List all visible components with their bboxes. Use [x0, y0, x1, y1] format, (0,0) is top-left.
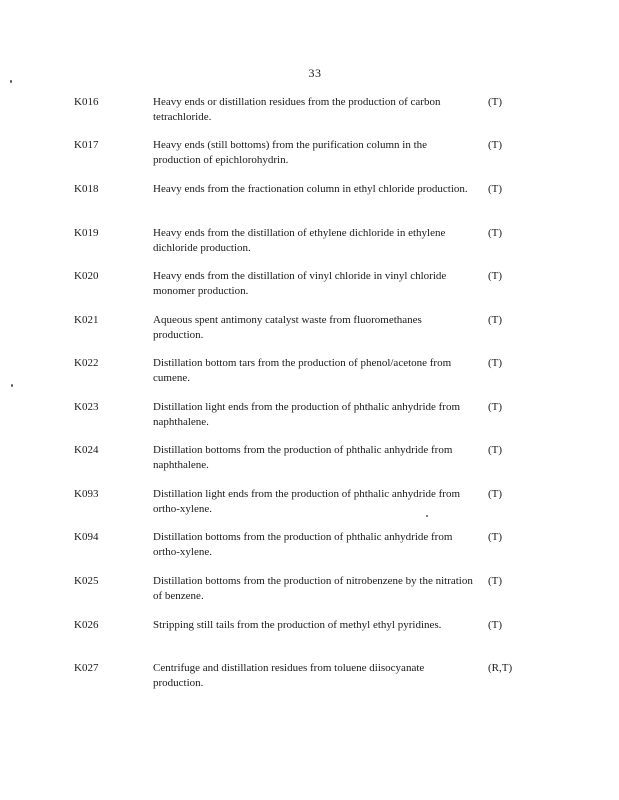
hazard-code: (T) [488, 444, 503, 456]
waste-description: Distillation bottom tars from the production of phenol/acetone from cumene. [153, 357, 452, 384]
waste-code: K020 [74, 270, 99, 282]
waste-entry [0, 269, 619, 309]
waste-description: Distillation light ends from the production of phthalic anhydride from naphthalene. [153, 401, 461, 428]
waste-code: K093 [74, 488, 99, 500]
waste-description: Heavy ends from the distillation of vinyl chloride in vinyl chloride monomer production. [153, 270, 447, 297]
waste-entry [0, 443, 619, 483]
waste-entry [0, 400, 619, 440]
waste-description: Distillation light ends from the production of phthalic anhydride from ortho-xylene. [153, 488, 461, 515]
waste-code: K094 [74, 531, 99, 543]
waste-code: K017 [74, 139, 99, 151]
waste-description: Heavy ends (still bottoms) from the purification column in the production of epichlorohydrin. [153, 139, 428, 166]
waste-description: Distillation bottoms from the production of phthalic anhydride from ortho-xylene. [153, 531, 453, 558]
hazard-code: (T) [488, 183, 503, 195]
waste-code: K024 [74, 444, 99, 456]
waste-entry [0, 618, 619, 658]
waste-description: Stripping still tails from the production of methyl ethyl pyridines. [153, 619, 442, 631]
waste-code: K025 [74, 575, 99, 587]
waste-entry [0, 530, 619, 570]
waste-description: Heavy ends from the fractionation column in ethyl chloride production. [153, 183, 468, 195]
hazard-code: (T) [488, 575, 503, 587]
waste-entry [0, 138, 619, 178]
waste-code: K021 [74, 314, 99, 326]
waste-code: K016 [74, 96, 99, 108]
hazard-code: (T) [488, 270, 503, 282]
hazard-code: (T) [488, 357, 503, 369]
hazard-code: (R,T) [488, 662, 513, 674]
waste-entry [0, 95, 619, 135]
waste-code: K022 [74, 357, 99, 369]
waste-code: K019 [74, 227, 99, 239]
waste-entry [0, 313, 619, 353]
waste-code: K023 [74, 401, 99, 413]
waste-entry [0, 356, 619, 396]
hazard-code: (T) [488, 227, 503, 239]
hazard-code: (T) [488, 314, 503, 326]
scan-speck-top-left [10, 80, 12, 83]
hazard-code: (T) [488, 139, 503, 151]
waste-entry [0, 182, 619, 222]
waste-description: Centrifuge and distillation residues from toluene diisocyanate production. [153, 662, 425, 689]
hazard-code: (T) [488, 401, 503, 413]
waste-code: K026 [74, 619, 99, 631]
hazard-code: (T) [488, 531, 503, 543]
hazard-code: (T) [488, 96, 503, 108]
waste-description: Heavy ends from the distillation of ethylene dichloride in ethylene dichloride production. [153, 227, 446, 254]
hazard-code: (T) [488, 488, 503, 500]
waste-description: Aqueous spent antimony catalyst waste from fluoromethanes production. [153, 314, 422, 341]
waste-entry [0, 574, 619, 614]
waste-code: K018 [74, 183, 99, 195]
waste-description: Distillation bottoms from the production of nitrobenzene by the nitration of benzene. [153, 575, 473, 602]
waste-entry [0, 226, 619, 266]
waste-code: K027 [74, 662, 99, 674]
page-number: 33 [308, 66, 322, 80]
waste-description: Heavy ends or distillation residues from the production of carbon tetrachloride. [153, 96, 441, 123]
waste-entry [0, 487, 619, 527]
hazard-code: (T) [488, 619, 503, 631]
waste-description: Distillation bottoms from the production of phthalic anhydride from naphthalene. [153, 444, 453, 471]
waste-entry [0, 661, 619, 701]
